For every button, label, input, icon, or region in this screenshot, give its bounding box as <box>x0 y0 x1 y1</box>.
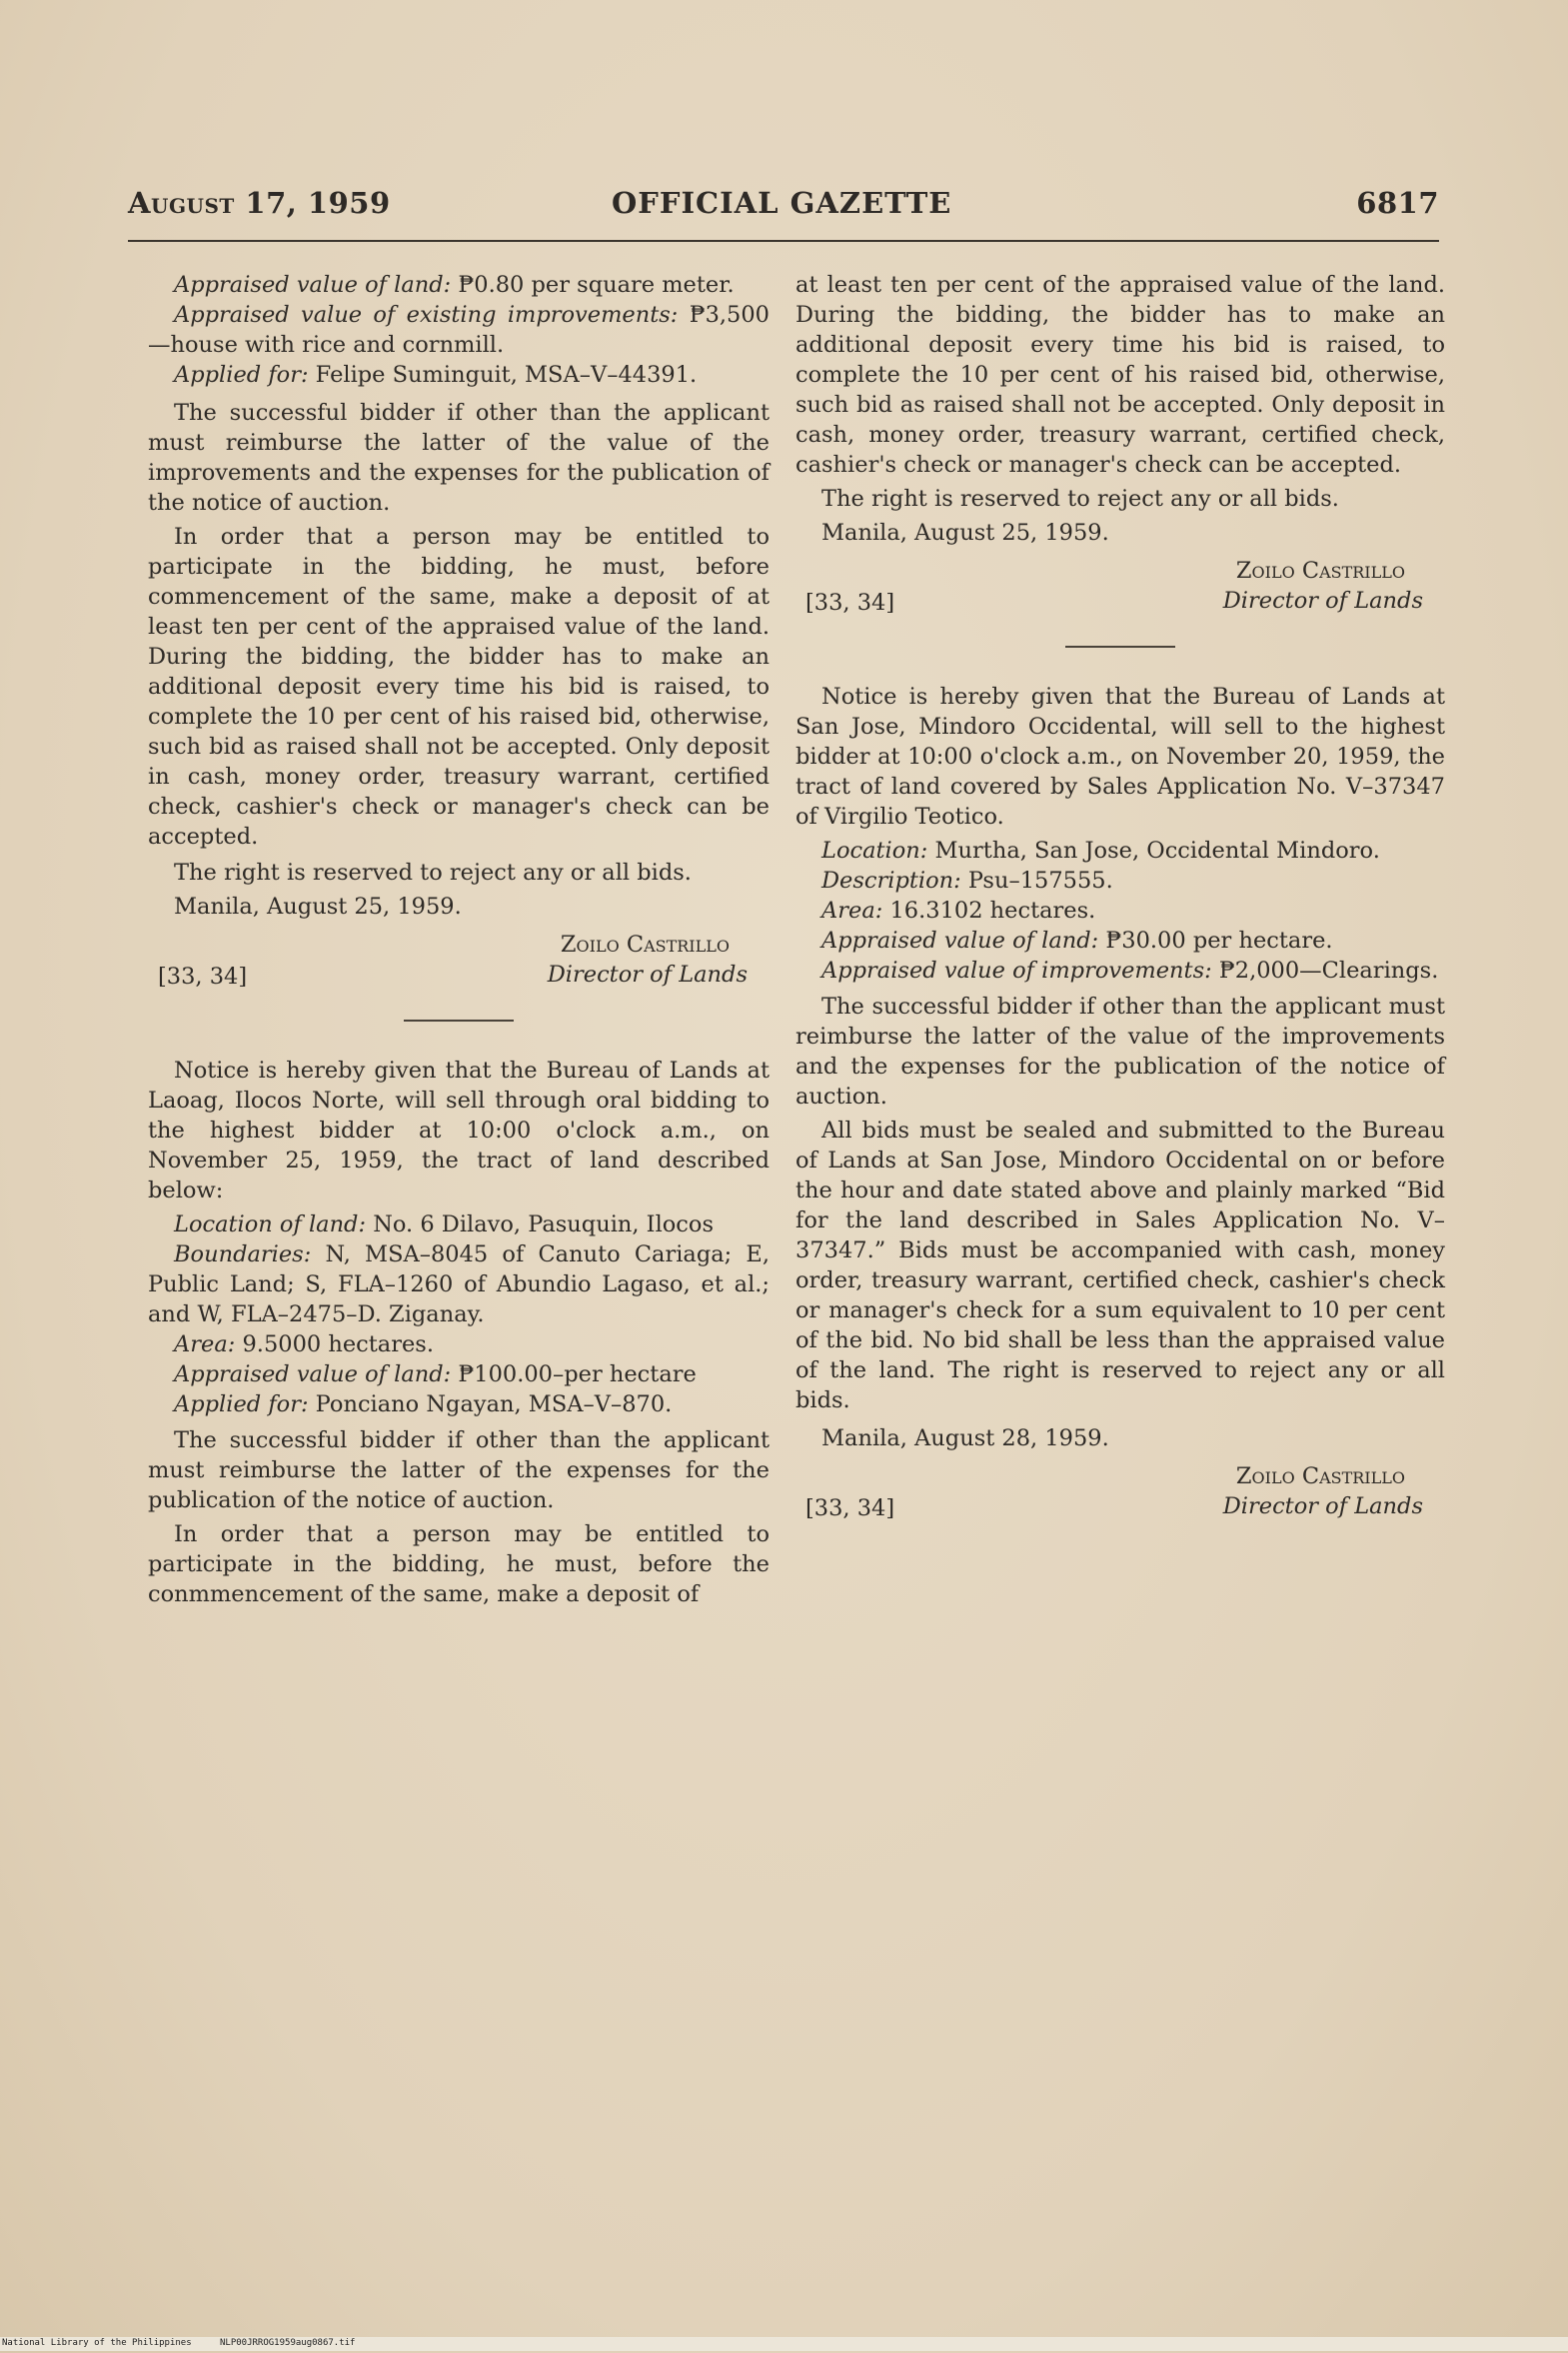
header-date: August 17, 1959 <box>128 186 391 220</box>
dateline: Manila, August 25, 1959. <box>821 520 1109 546</box>
paragraph: The right is reserved to reject any or all bids. <box>174 860 692 886</box>
field-value: ₱100.00–per hectare <box>451 1361 697 1387</box>
area-line <box>148 1329 770 1359</box>
signatory-title: Director of Lands <box>1222 588 1423 614</box>
signature-block <box>795 1459 1445 1523</box>
signatory-title: Director of Lands <box>1222 1493 1423 1519</box>
field-value: ₱30.00 per hectare. <box>1098 928 1333 954</box>
appraised-improvements-line <box>795 956 1445 986</box>
header-title: OFFICIAL GAZETTE <box>612 186 952 220</box>
signature-block <box>795 554 1445 618</box>
footer-library: National Library of the Philippines <box>2 2338 192 2348</box>
notice-intro: Notice is hereby given that the Bureau of Lands at Laoag, Ilocos Norte, will sell through oral bidding to the highest bidder at 10:00 o'clock a.m., on November 25, 1959, the tract of land described below: <box>148 1058 770 1203</box>
field-label: Applied for: <box>174 1391 309 1417</box>
paragraph: The right is reserved to reject any or all bids. <box>821 486 1339 512</box>
field-label: Area: <box>174 1331 236 1357</box>
area-line <box>795 896 1445 926</box>
field-label: Appraised value of improvements: <box>821 958 1212 984</box>
field-value: ₱0.80 per square meter. <box>451 272 735 298</box>
field-value: ₱3,500 —house with rice and cornmill. <box>148 302 771 358</box>
field-label: Appraised value of land: <box>821 928 1099 954</box>
field-value: N, MSA–8045 of Canuto Cariaga; E, Public Land; S, FLA–1260 of Abundio Lagaso, et al.; and W, FLA–2475–D. Ziganay. <box>148 1241 770 1327</box>
section-divider <box>1065 646 1175 648</box>
field-value: No. 6 Dilavo, Pasuquin, Ilocos <box>366 1211 715 1237</box>
paragraph: The successful bidder if other than the applicant must reimburse the latter of the value of the improvements and the expenses for the publication of the notice of auction. <box>795 994 1445 1110</box>
paragraph: The successful bidder if other than the applicant must reimburse the latter of the value of the improvements and the expenses for the publication of the notice of auction. <box>148 400 770 516</box>
field-label: Appraised value of existing improvements: <box>174 302 679 328</box>
issue-reference: [33, 34] <box>158 964 248 990</box>
signatory-name: Zoilo Castrillo <box>1235 558 1405 584</box>
issue-reference: [33, 34] <box>805 590 895 616</box>
field-value: Felipe Suminguit, MSA–V–44391. <box>308 362 698 388</box>
footer-file: NLP00JRROG1959aug0867.tif <box>220 2338 356 2348</box>
issue-reference: [33, 34] <box>805 1495 895 1521</box>
field-label: Area: <box>821 898 883 924</box>
field-value: 9.5000 hectares. <box>235 1331 434 1357</box>
signature-block <box>148 928 770 992</box>
paragraph: at least ten per cent of the appraised value of the land. During the bidding, the bidder has to make an additional deposit every time his bid is raised, to complete the 10 per cent of his raised bid, otherwise, such bid as raised shall not be accepted. Only deposit in cash, money order, treasury warrant, certified check, cashier's check or manager's check can be accepted. <box>795 272 1445 478</box>
paragraph: In order that a person may be entitled to participate in the bidding, he must, before commencement of the same, make a deposit of at least ten per cent of the appraised value of the land. During the bidding, the bidder has to make an additional deposit every time his bid is raised, to complete the 10 per cent of his raised bid, otherwise, such bid as raised shall not be accepted. Only deposit in cash, money order, treasury warrant, certified check, cashier's check or manager's check can be accepted. <box>148 524 770 850</box>
field-value: 16.3102 hectares. <box>882 898 1096 924</box>
field-value: Ponciano Ngayan, MSA–V–870. <box>308 1391 673 1417</box>
appraised-value-line <box>795 926 1445 956</box>
signatory-title: Director of Lands <box>547 962 748 988</box>
field-label: Appraised value of land: <box>174 272 452 298</box>
field-label: Boundaries: <box>174 1241 312 1267</box>
field-label: Location of land: <box>174 1211 367 1237</box>
left-column <box>148 270 770 1613</box>
signatory-name: Zoilo Castrillo <box>1235 1463 1405 1489</box>
location-line <box>795 836 1445 866</box>
field-value: Psu–157555. <box>960 868 1113 894</box>
appraised-land-line <box>148 270 770 300</box>
right-column <box>795 270 1445 1527</box>
paragraph: In order that a person may be entitled to participate in the bidding, he must, before the conmmencement of the same, make a deposit of <box>148 1521 770 1607</box>
appraised-value-line <box>148 1359 770 1389</box>
dateline: Manila, August 28, 1959. <box>821 1425 1109 1451</box>
signatory-name: Zoilo Castrillo <box>560 932 730 958</box>
field-value: ₱2,000—Clearings. <box>1211 958 1439 984</box>
section-divider <box>404 1020 514 1022</box>
header-rule <box>128 240 1439 242</box>
applied-for-line <box>148 1389 770 1419</box>
applied-for-line <box>148 360 770 390</box>
boundaries-line <box>148 1239 770 1329</box>
description-line <box>795 866 1445 896</box>
scan-footer <box>0 2337 1568 2351</box>
location-line <box>148 1209 770 1239</box>
paragraph: The successful bidder if other than the applicant must reimburse the latter of the expenses for the publication of the notice of auction. <box>148 1427 770 1513</box>
header-page-number: 6817 <box>1356 186 1439 220</box>
page-header <box>128 186 1439 226</box>
field-label: Description: <box>821 868 961 894</box>
field-label: Applied for: <box>174 362 309 388</box>
notice-intro: Notice is hereby given that the Bureau of Lands at San Jose, Mindoro Occidental, will sell to the highest bidder at 10:00 o'clock a.m., on November 20, 1959, the tract of land covered by Sales Application No. V–37347 of Virgilio Teotico. <box>795 684 1445 830</box>
field-label: Location: <box>821 838 928 864</box>
field-value: Murtha, San Jose, Occidental Mindoro. <box>927 838 1380 864</box>
paragraph: All bids must be sealed and submitted to the Bureau of Lands at San Jose, Mindoro Occidental on or before the hour and date stated above and plainly marked “Bid for the land described in Sales Application No. V–37347.” Bids must be accompanied with cash, money order, treasury warrant, certified check, cashier's check or manager's check for a sum equivalent to 10 per cent of the bid. No bid shall be less than the appraised value of the land. The right is reserved to reject any or all bids. <box>795 1118 1445 1413</box>
field-label: Appraised value of land: <box>174 1361 452 1387</box>
appraised-improvements-line <box>148 300 770 360</box>
dateline: Manila, August 25, 1959. <box>174 894 462 920</box>
